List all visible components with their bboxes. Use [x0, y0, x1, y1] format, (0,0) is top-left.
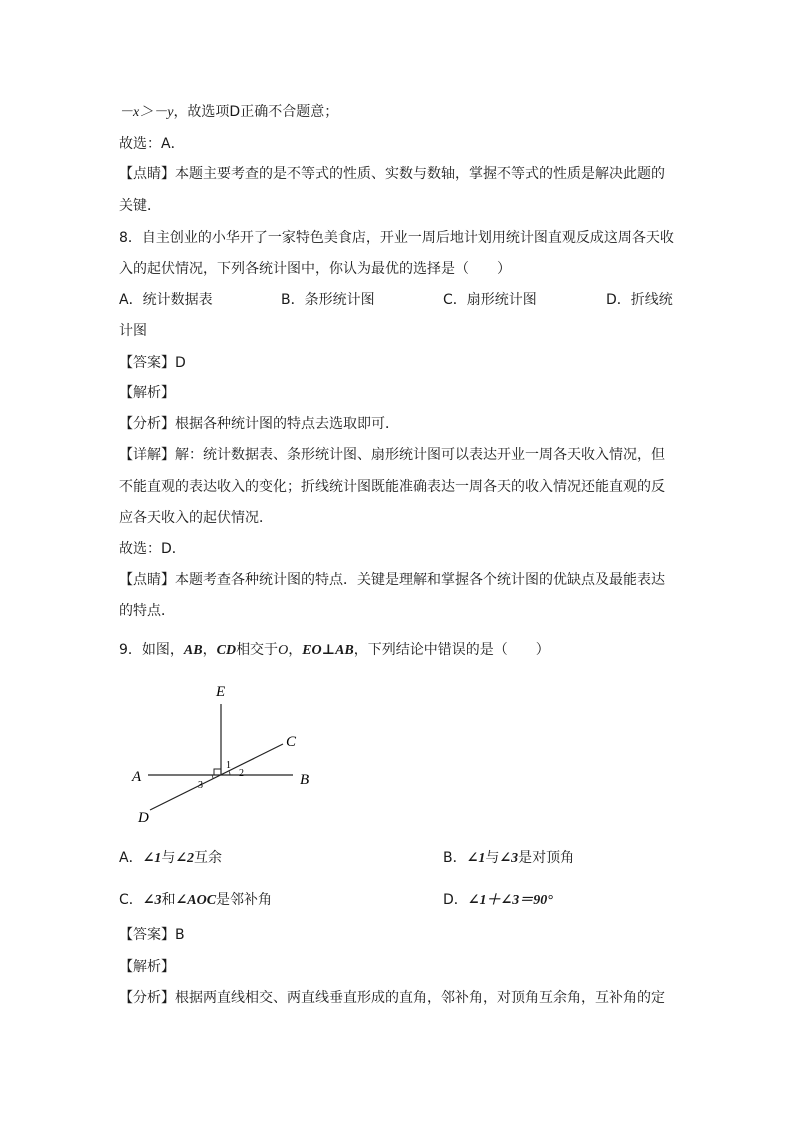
label-angle1: 1 [226, 760, 231, 771]
q8-option-b: B．条形统计图 [281, 292, 375, 308]
q8-option-d-cont: 计图 [119, 323, 147, 339]
q8-xiangjie-line1: 【详解】解：统计数据表、条形统计图、扇形统计图可以表达开业一周各天收入情况，但 [119, 447, 665, 463]
q9-stem: 9．如图，AB，CD相交于O，EO⊥AB，下列结论中错误的是（ ） [119, 642, 550, 658]
previous-solution-line [119, 102, 338, 123]
label-d: D [138, 810, 149, 826]
label-a: A [132, 769, 142, 785]
q9-option-a: A．∠1与∠2互余 [119, 850, 223, 866]
q8-dianjing-line1: 【点睛】本题考查各种统计图的特点．关键是理解和掌握各个统计图的优缺点及最能表达 [119, 572, 665, 588]
right-angle-mark [214, 769, 221, 775]
q8-option-c: C．扇形统计图 [443, 292, 537, 308]
label-e: E [216, 684, 226, 700]
q9-option-c: C．∠3和∠AOC是邻补角 [119, 892, 273, 908]
q9-fenxi: 【分析】根据两直线相交、两直线垂直形成的直角，邻补角，对顶角互余角，互补角的定 [119, 990, 665, 1006]
q8-fenxi: 【分析】根据各种统计图的特点去选取即可． [119, 416, 399, 432]
q8-stem-line2: 入的起伏情况，下列各统计图中，你认为最优的选择是（ ） [119, 261, 511, 277]
q8-analysis-heading: 【解析】 [119, 385, 175, 401]
previous-choice: 故选：A． [119, 136, 185, 152]
label-angle2: 2 [239, 768, 244, 779]
q9-figure [128, 680, 328, 834]
q8-answer: 【答案】D [119, 355, 186, 371]
q9-answer: 【答案】B [119, 927, 185, 943]
q9-ab: AB [183, 643, 203, 658]
q9-perpendicular: EO⊥AB [302, 643, 354, 658]
q9-point-o: O [278, 643, 289, 658]
q9-number: 9．如图， [119, 642, 184, 658]
label-b: B [300, 772, 310, 788]
q9-cd: CD [216, 643, 237, 658]
label-c: C [286, 734, 297, 750]
previous-solution-text: ，故选项D正确不合题意； [173, 104, 339, 120]
previous-dianjing-line1: 【点睛】本题主要考查的是不等式的性质、实数与数轴，掌握不等式的性质是解决此题的 [119, 166, 665, 182]
previous-dianjing-line2: 关键． [119, 198, 161, 214]
q8-stem-line1: 8．自主创业的小华开了一家特色美食店，开业一周后地计划用统计图直观反成这周各天收 [119, 230, 674, 246]
q9-option-b: B．∠1与∠3是对顶角 [443, 850, 575, 866]
q8-option-a: A．统计数据表 [119, 292, 213, 308]
q8-xiangjie-line2: 不能直观的表达收入的变化；折线统计图既能准确表达一周各天的收入情况还能直观的反 [119, 479, 665, 495]
q8-option-d: D．折线统 [606, 292, 673, 308]
line-cd [150, 744, 283, 810]
q8-xiangjie-line3: 应各天收入的起伏情况． [119, 510, 273, 526]
inequality-expression: －x＞－y [119, 105, 174, 120]
q9-analysis-heading: 【解析】 [119, 959, 175, 975]
q9-option-d: D．∠1＋∠3＝90° [443, 892, 553, 908]
geometry-diagram [128, 680, 328, 830]
label-angle3: 3 [198, 780, 203, 791]
q8-choice: 故选：D． [119, 541, 186, 557]
q8-dianjing-line2: 的特点． [119, 603, 175, 619]
